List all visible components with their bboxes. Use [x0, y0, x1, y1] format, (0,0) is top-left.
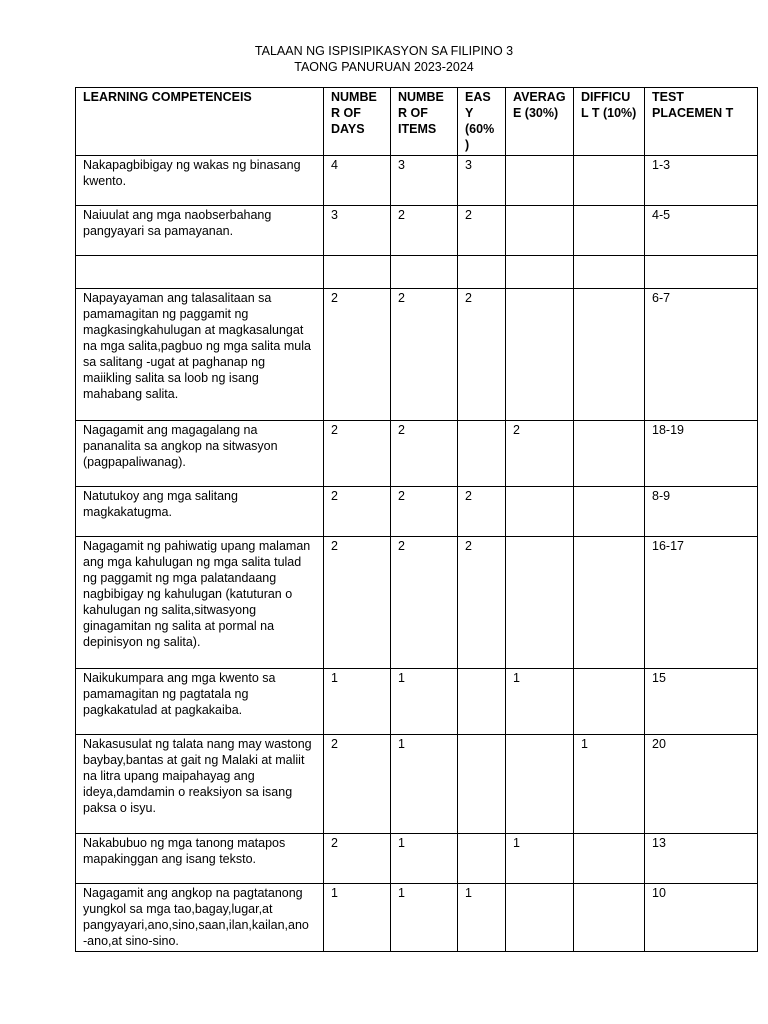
placement-cell: 18-19 — [645, 421, 758, 487]
average-cell — [506, 735, 574, 834]
days-cell: 2 — [324, 735, 391, 834]
days-cell: 2 — [324, 834, 391, 884]
average-cell: 1 — [506, 669, 574, 735]
table-row — [76, 421, 758, 487]
difficult-cell — [574, 421, 645, 487]
easy-cell: 2 — [458, 487, 506, 537]
difficult-cell — [574, 256, 645, 289]
days-cell: 2 — [324, 487, 391, 537]
easy-cell — [458, 421, 506, 487]
document-header — [0, 43, 768, 75]
easy-cell: 1 — [458, 884, 506, 952]
placement-cell: 16-17 — [645, 537, 758, 669]
average-cell — [506, 487, 574, 537]
items-cell: 1 — [391, 834, 458, 884]
table-row-empty — [76, 256, 758, 289]
placement-cell — [645, 256, 758, 289]
table-header-row — [76, 88, 758, 156]
difficult-cell — [574, 289, 645, 421]
difficult-cell — [574, 487, 645, 537]
easy-cell — [458, 256, 506, 289]
easy-cell — [458, 669, 506, 735]
competency-cell — [76, 256, 324, 289]
easy-cell: 3 — [458, 156, 506, 206]
table-row — [76, 537, 758, 669]
table-row — [76, 735, 758, 834]
placement-cell: 4-5 — [645, 206, 758, 256]
competency-cell: Napayayaman ang talasalitaan sa pamamagitan ng paggamit ng magkasingkahulugan at magkasalungat na mga salita,pagbuo ng mga salita mula sa salitang -ugat at paghanap ng maiikling salita sa loob ng isang mahabang salita. — [76, 289, 324, 421]
difficult-cell — [574, 884, 645, 952]
header-difficult: DIFFICUL T (10%) — [574, 88, 645, 156]
days-cell: 3 — [324, 206, 391, 256]
competency-cell: Nagagamit ang magagalang na pananalita sa angkop na sitwasyon (pagpapaliwanag). — [76, 421, 324, 487]
days-cell: 1 — [324, 884, 391, 952]
placement-cell: 15 — [645, 669, 758, 735]
days-cell — [324, 256, 391, 289]
average-cell — [506, 156, 574, 206]
header-number-of-days: NUMBE R OF DAYS — [324, 88, 391, 156]
easy-cell: 2 — [458, 537, 506, 669]
placement-cell: 1-3 — [645, 156, 758, 206]
items-cell: 2 — [391, 421, 458, 487]
header-learning-competencies: LEARNING COMPETENCEIS — [76, 88, 324, 156]
difficult-cell — [574, 834, 645, 884]
average-cell — [506, 884, 574, 952]
table-row — [76, 884, 758, 952]
items-cell: 2 — [391, 487, 458, 537]
header-easy: EASY (60% ) — [458, 88, 506, 156]
placement-cell: 20 — [645, 735, 758, 834]
difficult-cell — [574, 669, 645, 735]
items-cell: 1 — [391, 735, 458, 834]
difficult-cell — [574, 537, 645, 669]
header-number-of-items: NUMBE R OF ITEMS — [391, 88, 458, 156]
difficult-cell — [574, 156, 645, 206]
specification-table — [75, 87, 758, 952]
easy-cell: 2 — [458, 289, 506, 421]
table-row — [76, 669, 758, 735]
items-cell: 1 — [391, 884, 458, 952]
placement-cell: 13 — [645, 834, 758, 884]
easy-cell — [458, 834, 506, 884]
average-cell — [506, 289, 574, 421]
placement-cell: 8-9 — [645, 487, 758, 537]
competency-cell: Nakasusulat ng talata nang may wastong baybay,bantas at gait ng Malaki at maliit na litra upang maipahayag ang ideya,damdamin o reaksiyon sa isang paksa o isyu. — [76, 735, 324, 834]
days-cell: 2 — [324, 537, 391, 669]
table-row — [76, 289, 758, 421]
competency-cell: Nakapagbibigay ng wakas ng binasang kwento. — [76, 156, 324, 206]
items-cell: 2 — [391, 206, 458, 256]
easy-cell: 2 — [458, 206, 506, 256]
competency-cell: Naiuulat ang mga naobserbahang pangyayari sa pamayanan. — [76, 206, 324, 256]
items-cell: 1 — [391, 669, 458, 735]
table-row — [76, 206, 758, 256]
average-cell: 1 — [506, 834, 574, 884]
table-row — [76, 156, 758, 206]
days-cell: 2 — [324, 421, 391, 487]
days-cell: 4 — [324, 156, 391, 206]
document-title: TALAAN NG ISPISIPIKASYON SA FILIPINO 3 — [254, 44, 514, 58]
competency-cell: Nagagamit ang angkop na pagtatanong yungkol sa mga tao,bagay,lugar,at pangyayari,ano,sino,saan,ilan,kailan,ano -ano,at sino-sino. — [76, 884, 324, 952]
days-cell: 1 — [324, 669, 391, 735]
items-cell: 2 — [391, 289, 458, 421]
competency-cell: Nagagamit ng pahiwatig upang malaman ang mga kahulugan ng mga salita tulad ng paggamit ng mga palatandaang nagbibigay ng kahulugan (katuturan o kahulugan ng salita,sitwasyong ginagamitan ng salita at pormal na depinisyon ng salita). — [76, 537, 324, 669]
header-average: AVERAG E (30%) — [506, 88, 574, 156]
average-cell — [506, 537, 574, 669]
placement-cell: 6-7 — [645, 289, 758, 421]
days-cell: 2 — [324, 289, 391, 421]
average-cell: 2 — [506, 421, 574, 487]
easy-cell — [458, 735, 506, 834]
table-row — [76, 487, 758, 537]
competency-cell: Nakabubuo ng mga tanong matapos mapakinggan ang isang teksto. — [76, 834, 324, 884]
school-year: TAONG PANURUAN 2023-2024 — [294, 60, 474, 74]
average-cell — [506, 256, 574, 289]
items-cell: 2 — [391, 537, 458, 669]
items-cell: 3 — [391, 156, 458, 206]
items-cell — [391, 256, 458, 289]
table-row — [76, 834, 758, 884]
placement-cell: 10 — [645, 884, 758, 952]
difficult-cell — [574, 206, 645, 256]
competency-cell: Natutukoy ang mga salitang magkakatugma. — [76, 487, 324, 537]
header-test-placement: TEST PLACEMEN T — [645, 88, 758, 156]
average-cell — [506, 206, 574, 256]
difficult-cell: 1 — [574, 735, 645, 834]
competency-cell: Naikukumpara ang mga kwento sa pamamagitan ng pagtatala ng pagkakatulad at pagkakaiba. — [76, 669, 324, 735]
